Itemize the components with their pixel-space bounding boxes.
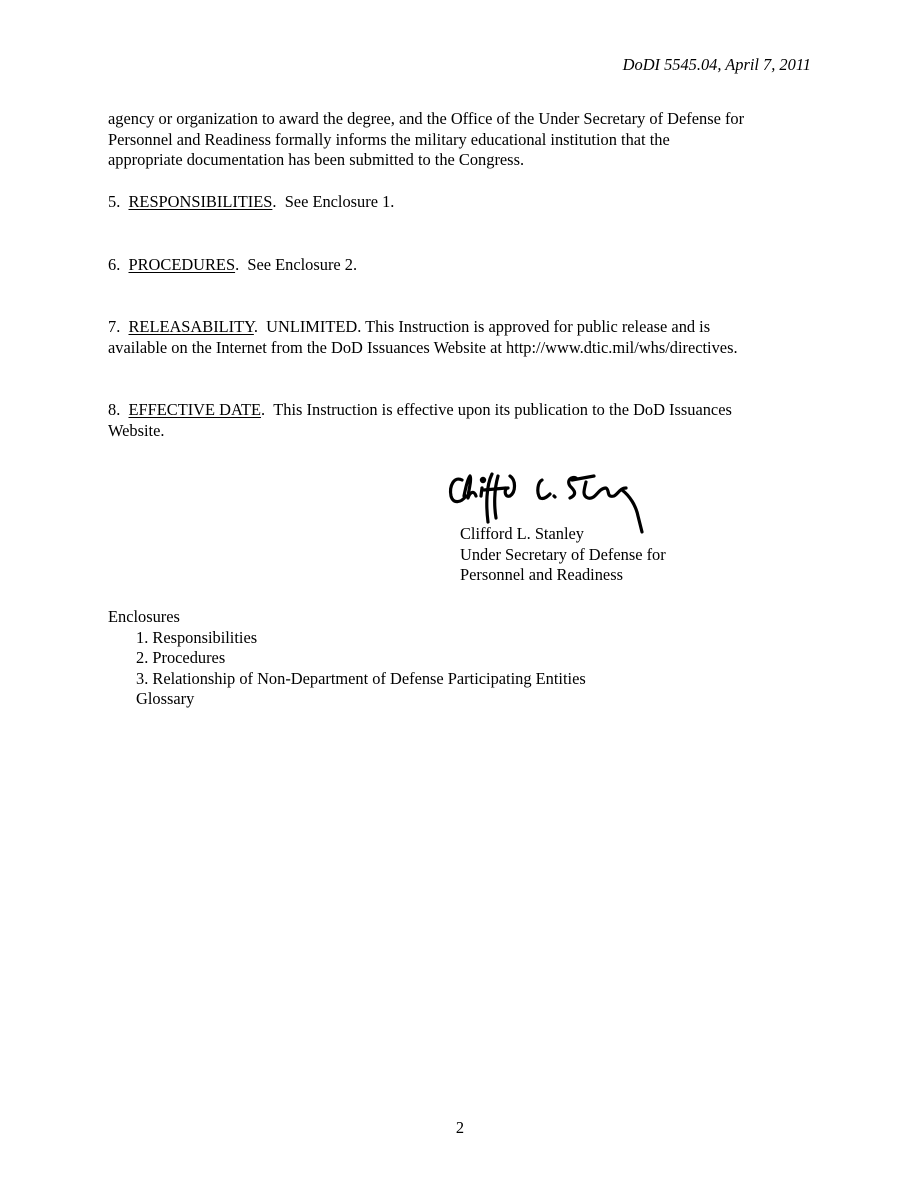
section-text: Website. xyxy=(108,420,165,440)
document-reference-header: DoDI 5545.04, April 7, 2011 xyxy=(622,55,811,74)
section-text: UNLIMITED. This Instruction is approved for public release and is xyxy=(266,317,711,336)
section-text: See Enclosure 1. xyxy=(284,192,395,211)
section-responsibilities: 5. RESPONSIBILITIES. See Enclosure 1. xyxy=(108,192,395,211)
section-text: See Enclosure 2. xyxy=(247,255,358,274)
section-heading: PROCEDURES xyxy=(128,255,236,274)
enclosure-item: 1. Responsibilities xyxy=(136,627,258,647)
intro-line: Personnel and Readiness formally informs the military educational institution that the xyxy=(108,129,670,149)
section-releasability: 7. RELEASABILITY. UNLIMITED. This Instruction is approved for public release and is available on the Internet from the DoD Issuances Website at http://www.dtic.mil/whs/directives. xyxy=(108,317,820,358)
section-number: 8. xyxy=(108,400,121,419)
section-number: 5. xyxy=(108,192,121,211)
section-heading: RELEASABILITY xyxy=(128,317,254,336)
page-number: 2 xyxy=(455,1118,465,1137)
enclosure-item: 2. Procedures xyxy=(136,648,226,668)
signature-block xyxy=(460,524,666,586)
enclosure-item: Glossary xyxy=(136,689,195,709)
section-number: 6. xyxy=(108,255,121,274)
enclosure-item: 3. Relationship of Non-Department of Defense Participating Entities xyxy=(136,668,586,688)
intro-line: agency or organization to award the degree, and the Office of the Under Secretary of Defense for xyxy=(108,109,745,128)
section-effective-date: 8. EFFECTIVE DATE. This Instruction is effective upon its publication to the DoD Issuances Website. xyxy=(108,400,820,441)
section-text: This Instruction is effective upon its publication to the DoD Issuances xyxy=(273,400,732,419)
signer-name: Clifford L. Stanley xyxy=(460,524,584,543)
intro-line: appropriate documentation has been submitted to the Congress. xyxy=(108,150,525,170)
section-heading: EFFECTIVE DATE xyxy=(128,400,261,419)
signer-title: Under Secretary of Defense for xyxy=(460,544,666,564)
enclosures-heading: Enclosures xyxy=(108,607,180,626)
section-text: available on the Internet from the DoD Issuances Website at http://www.dtic.mil/whs/directives. xyxy=(108,337,738,357)
section-heading: RESPONSIBILITIES xyxy=(128,192,273,211)
enclosures-list xyxy=(108,607,586,710)
signer-title: Personnel and Readiness xyxy=(460,565,623,585)
section-procedures: 6. PROCEDURES. See Enclosure 2. xyxy=(108,255,358,274)
intro-paragraph xyxy=(108,109,820,171)
section-number: 7. xyxy=(108,317,121,336)
